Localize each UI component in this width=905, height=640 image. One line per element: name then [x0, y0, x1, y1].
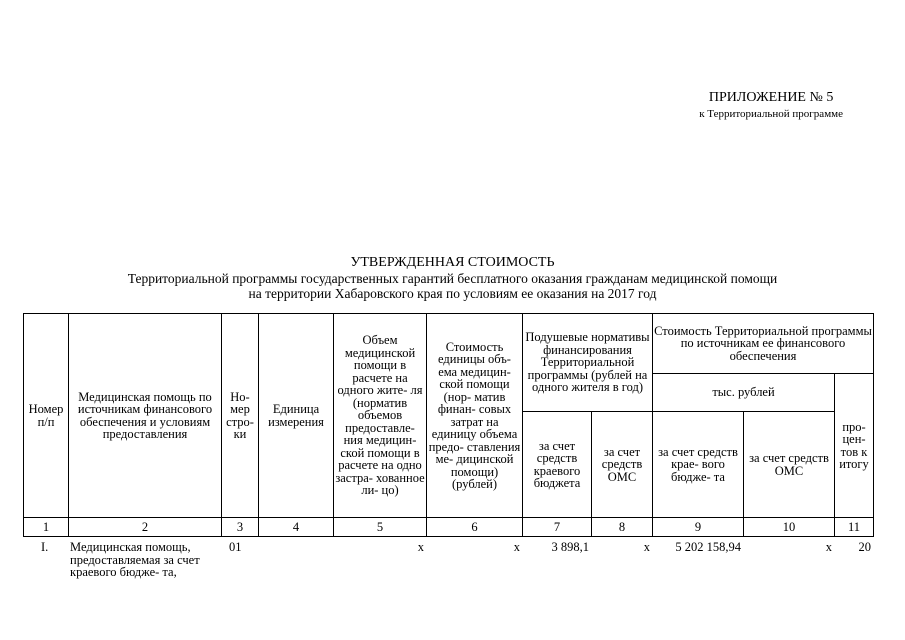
data-table [23, 541, 873, 579]
header-medical-care: Медицинская помощь по источникам финансового обеспечения и условиям предоставления [69, 314, 222, 518]
col-number-6: 6 [427, 518, 523, 537]
row-name: Медицинская помощь, предоставляемая за счет краевого бюдже- та, [70, 540, 200, 579]
row-number: I. [41, 540, 49, 554]
header-cost-oms: за счет средств ОМС [744, 412, 835, 518]
document-subtitle [0, 271, 905, 301]
row-pc-oms: х [643, 540, 650, 554]
header-pc-oms: за счет средств ОМС [592, 412, 653, 518]
col-number-2: 2 [69, 518, 222, 537]
header-unit: Единица измерения [259, 314, 334, 518]
row-volume: х [417, 540, 424, 554]
table-row [23, 541, 873, 579]
header-volume: Объем медицинской помощи в расчете на одного жите- ля (норматив объемов предоставле- ния медицин- ской помощи в расчете на одно застра- хованное ли- цо) [334, 314, 427, 518]
header-cost-group: Стоимость Территориальной программы по источникам ее финансового обеспечения [653, 314, 874, 374]
header-percent: про- цен- тов к итогу [835, 374, 874, 518]
col-number-8: 8 [592, 518, 653, 537]
appendix-subtitle: к Территориальной программе [699, 108, 843, 120]
subtitle-line-2: на территории Хабаровского края по условиям ее оказания на 2017 год [248, 286, 657, 301]
col-number-10: 10 [744, 518, 835, 537]
header-unit-cost: Стоимость единицы объ- ема медицин- ской помощи (нор- матив финан- совых затрат на единицу объема предо- ставления ме- дицинской помощи) (рублей) [427, 314, 523, 518]
appendix-label [699, 90, 843, 120]
header-line-number: Но- мер стро- ки [222, 314, 259, 518]
header-pc-budget: за счет средств краевого бюджета [523, 412, 592, 518]
col-number-4: 4 [259, 518, 334, 537]
header-per-capita-group: Подушевые нормативы финансирования Территориальной программы (рублей на одного жителя в год) [523, 314, 653, 412]
col-number-3: 3 [222, 518, 259, 537]
appendix-title: ПРИЛОЖЕНИЕ № 5 [708, 90, 834, 105]
col-number-7: 7 [523, 518, 592, 537]
row-unit [258, 541, 333, 579]
col-number-1: 1 [24, 518, 69, 537]
col-number-9: 9 [653, 518, 744, 537]
col-number-11: 11 [835, 518, 874, 537]
header-table [23, 313, 874, 537]
row-pc-budget: 3 898,1 [551, 540, 589, 554]
row-unit-cost: х [513, 540, 520, 554]
row-cost-oms: х [825, 540, 832, 554]
document-title: УТВЕРЖДЕННАЯ СТОИМОСТЬ [350, 255, 555, 270]
subtitle-line-1: Территориальной программы государственных гарантий бесплатного оказания гражданам медицинской помощи [127, 271, 778, 286]
col-number-5: 5 [334, 518, 427, 537]
header-thousand-rubles: тыс. рублей [653, 374, 835, 412]
header-cost-budget: за счет средств крае- вого бюдже- та [653, 412, 744, 518]
row-percent: 20 [858, 540, 871, 554]
row-cost-budget: 5 202 158,94 [675, 540, 741, 554]
row-line: 01 [229, 540, 242, 554]
header-number: Номер п/п [24, 314, 69, 518]
